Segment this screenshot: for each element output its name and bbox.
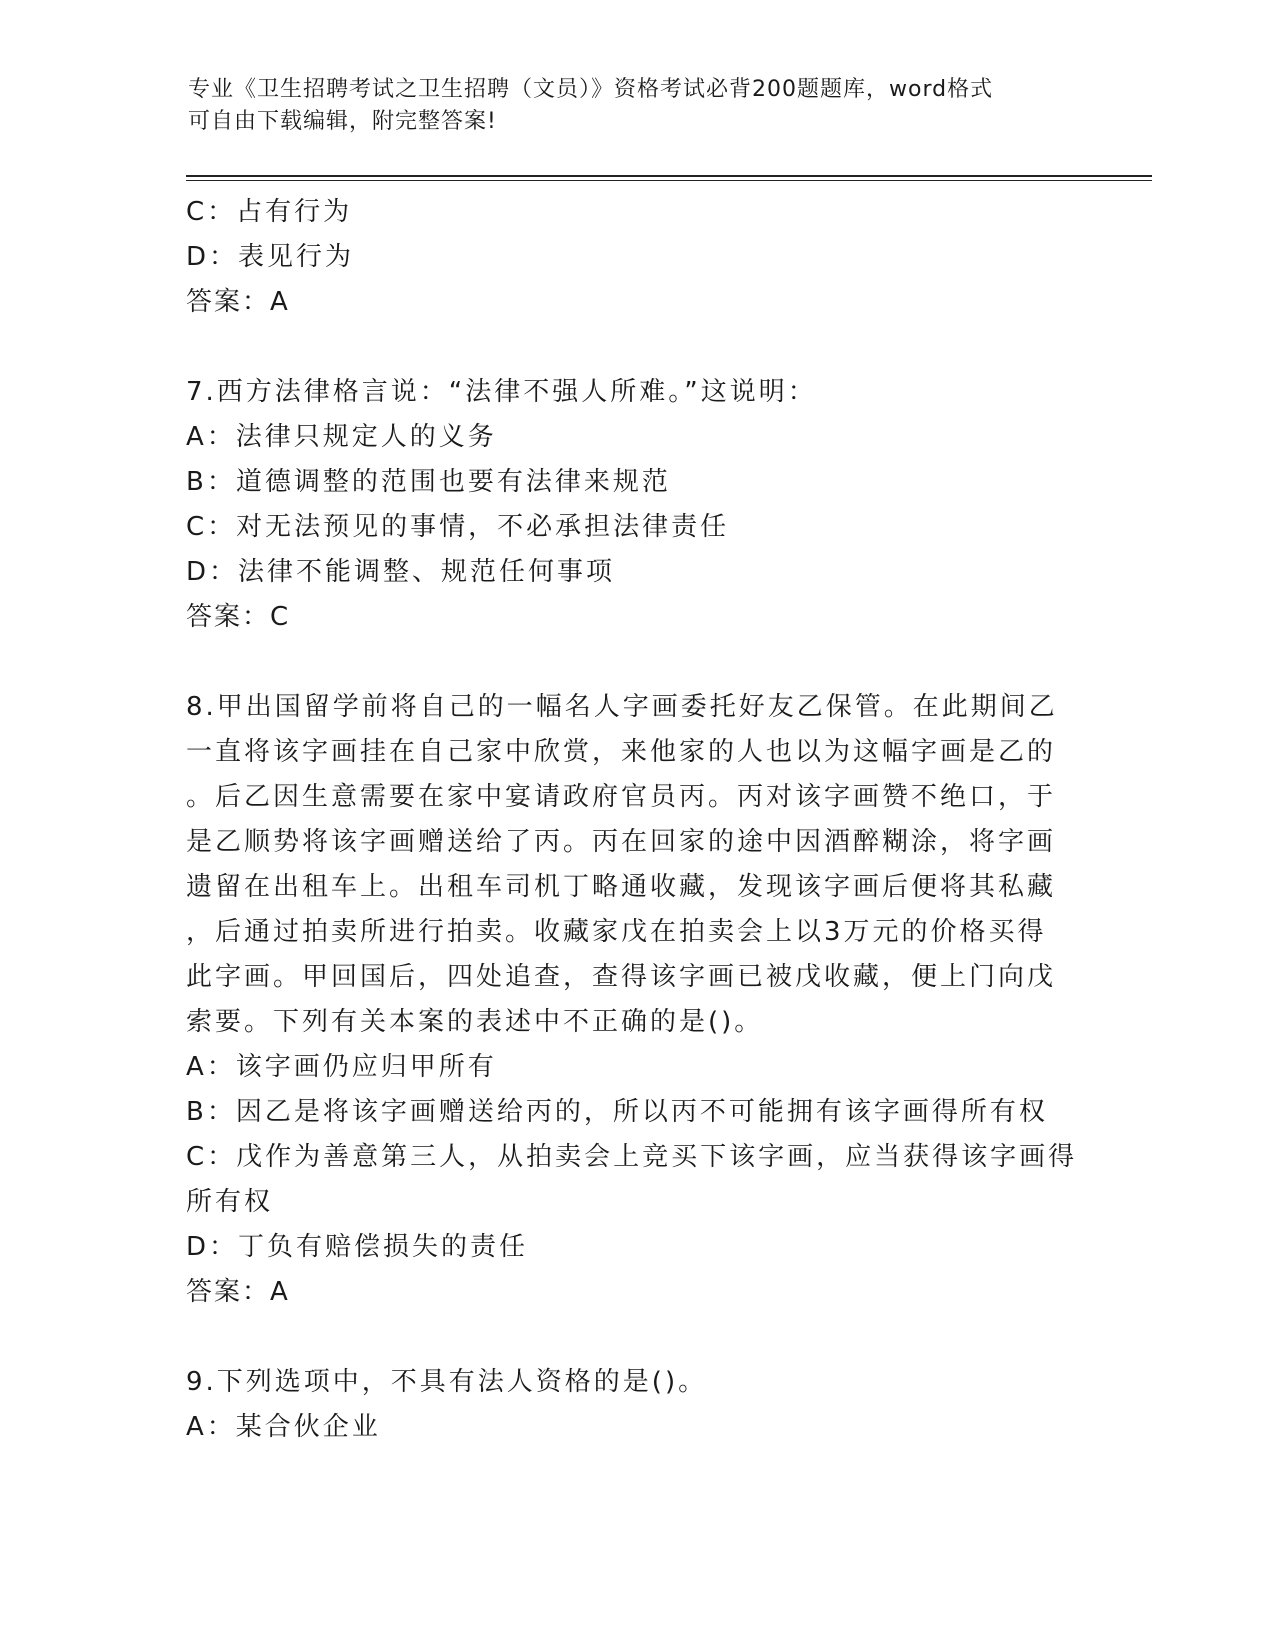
header-line-2: 可自由下载编辑，附完整答案! [188, 109, 497, 134]
spacer [186, 640, 1086, 685]
prev-answer: 答案：A [186, 287, 290, 317]
q8-stem-line: 遗留在出租车上。出租车司机丁略通收藏，发现该字画后便将其私藏 [186, 872, 1057, 902]
prev-option-d: D：表见行为 [186, 242, 355, 272]
prev-option-c: C：占有行为 [186, 197, 353, 227]
header-divider-thick [186, 175, 1152, 177]
q8-stem-line: 是乙顺势将该字画赠送给了丙。丙在回家的途中因酒醉糊涂，将字画 [186, 827, 1057, 857]
q8-stem-line: 此字画。甲回国后，四处追查，查得该字画已被戊收藏，便上门向戊 [186, 962, 1057, 992]
q8-option-a: A：该字画仍应归甲所有 [186, 1052, 497, 1082]
q8-option-c-line-2: 所有权 [186, 1187, 274, 1217]
q7-stem: 7.西方法律格言说：“法律不强人所难。”这说明： [186, 377, 817, 407]
q7-option-a: A：法律只规定人的义务 [186, 422, 497, 452]
q8-option-b: B：因乙是将该字画赠送给丙的，所以丙不可能拥有该字画得所有权 [186, 1097, 1048, 1127]
q8-stem-line: 8.甲出国留学前将自己的一幅名人字画委托好友乙保管。在此期间乙 [186, 692, 1058, 722]
q8-stem-line: 索要。下列有关本案的表述中不正确的是()。 [186, 1007, 764, 1037]
spacer [186, 1315, 1086, 1360]
header-line-1: 专业《卫生招聘考试之卫生招聘（文员）》资格考试必背200题题库，word格式 [188, 77, 994, 102]
q9-option-a: A：某合伙企业 [186, 1412, 381, 1442]
q8-option-d: D：丁负有赔偿损失的责任 [186, 1232, 529, 1262]
header-divider-thin [186, 180, 1152, 181]
q8-stem [186, 685, 1086, 1045]
document-header [188, 74, 1068, 138]
q9-stem: 9.下列选项中，不具有法人资格的是()。 [186, 1367, 708, 1397]
q8-stem-line: 一直将该字画挂在自己家中欣赏，来他家的人也以为这幅字画是乙的 [186, 737, 1057, 767]
question-content [186, 190, 1086, 1450]
spacer [186, 325, 1086, 370]
q7-option-d: D：法律不能调整、规范任何事项 [186, 557, 616, 587]
q7-option-b: B：道德调整的范围也要有法律来规范 [186, 467, 671, 497]
q8-answer: 答案：A [186, 1277, 290, 1307]
q7-option-c: C：对无法预见的事情，不必承担法律责任 [186, 512, 730, 542]
q8-option-c-line-1: C：戊作为善意第三人，从拍卖会上竞买下该字画，应当获得该字画得 [186, 1142, 1078, 1172]
q8-stem-line: ，后通过拍卖所进行拍卖。收藏家戊在拍卖会上以3万元的价格买得 [186, 917, 1047, 947]
q7-answer: 答案：C [186, 602, 291, 632]
q8-stem-line: 。后乙因生意需要在家中宴请政府官员丙。丙对该字画赞不绝口，于 [186, 782, 1057, 812]
